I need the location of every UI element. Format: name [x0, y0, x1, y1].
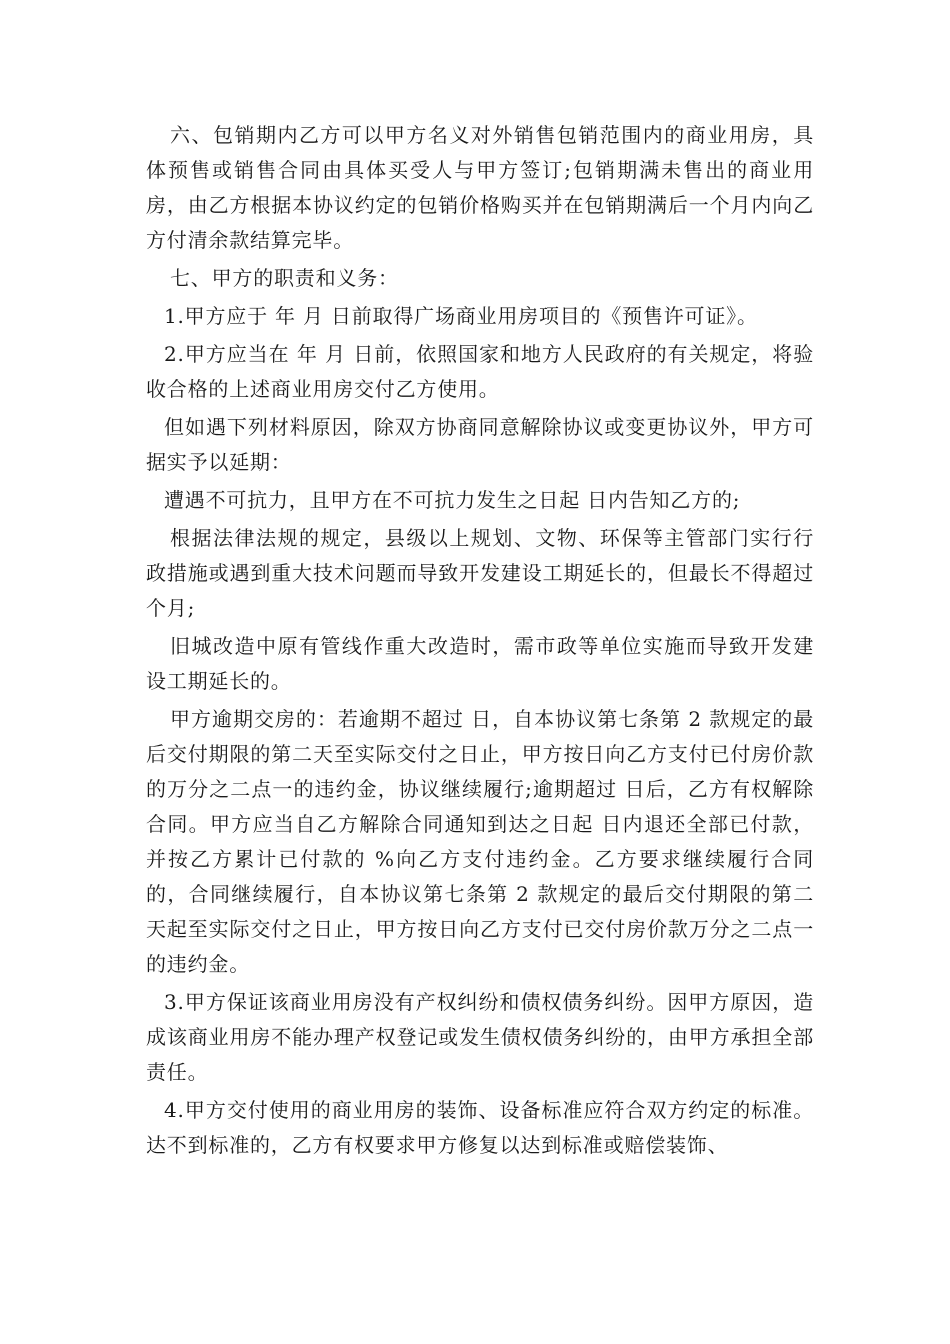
paragraph-late-delivery: 甲方逾期交房的：若逾期不超过 日，自本协议第七条第 2 款规定的最后交付期限的第二天至实际交付之日止，甲方按日向乙方支付已付房价款的万分之二点一的违约金，协议继续履行;逾期超过 日后，乙方有权解除合同。甲方应当自乙方解除合同通知到达之日起 日内退还全部已付款，并按乙方累计已付款的 %向乙方支付违约金。乙方要求继续履行合同的，合同继续履行，自本协议第七条第 2 款规定的最后交付期限的第二天起至实际交付之日止，甲方按日向乙方支付已交付房价款万分之二点一的违约金。: [146, 707, 814, 976]
paragraph-delay-conditions: 但如遇下列材料原因，除双方协商同意解除协议或变更协议外，甲方可据实予以延期：: [146, 415, 814, 474]
paragraph-item-2: 2.甲方应当在 年 月 日前，依照国家和地方人民政府的有关规定，将验收合格的上述商业用房交付乙方使用。: [146, 342, 814, 401]
paragraph-clause-6: 六、包销期内乙方可以甲方名义对外销售包销范围内的商业用房，具体预售或销售合同由具体买受人与甲方签订;包销期满未售出的商业用房，由乙方根据本协议约定的包销价格购买并在包销期满后一个月内向乙方付清余款结算完毕。: [146, 123, 814, 252]
paragraph-item-4: 4.甲方交付使用的商业用房的装饰、设备标准应符合双方约定的标准。达不到标准的，乙方有权要求甲方修复以达到标准或赔偿装饰、: [146, 1098, 814, 1157]
paragraph-clause-7-heading: 七、甲方的职责和义务：: [170, 266, 399, 290]
document-body: [146, 118, 814, 1166]
paragraph-force-majeure: 遭遇不可抗力，且甲方在不可抗力发生之日起 日内告知乙方的;: [164, 488, 741, 512]
paragraph-regulations: 根据法律法规的规定，县级以上规划、文物、环保等主管部门实行行政措施或遇到重大技术问题而导致开发建设工期延长的，但最长不得超过 个月;: [146, 526, 814, 620]
paragraph-item-1: 1.甲方应于 年 月 日前取得广场商业用房项目的《预售许可证》。: [164, 304, 758, 328]
paragraph-old-city-renovation: 旧城改造中原有管线作重大改造时，需市政等单位实施而导致开发建设工期延长的。: [146, 634, 814, 693]
paragraph-item-3: 3.甲方保证该商业用房没有产权纠纷和债权债务纠纷。因甲方原因，造成该商业用房不能办理产权登记或发生债权债务纠纷的，由甲方承担全部责任。: [146, 990, 814, 1084]
